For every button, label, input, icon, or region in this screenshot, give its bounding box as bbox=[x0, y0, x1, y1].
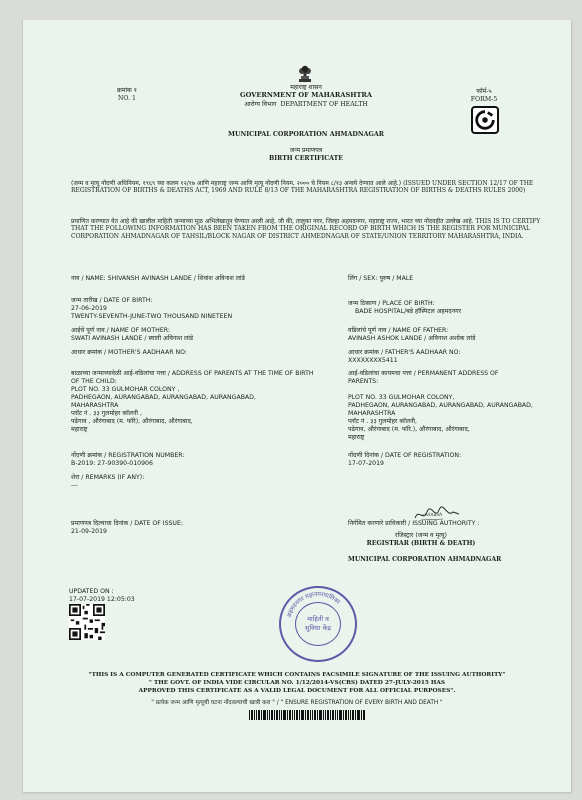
footer-line-3: APPROVED THIS CERTIFICATE AS A VALID LEGAL DOCUMENT FOR ALL OFFICIAL PURPOSES". bbox=[138, 688, 456, 694]
certify-en: THIS IS TO CERTIFY THAT THE FOLLOWING INFORMATION HAS BEEN TAKEN FROM THE ORIGINAL RECORD OF BIRTH WHICH IS THE REGISTER FOR MUNICIPAL CORPORATION AHMADNAGAR OF TAHSIL/BLOCK NAGAR OF DISTRICT AHMEDNAGAR OF STATE/UNION TERRITORY MAHARASHTRA, INDIA. bbox=[71, 218, 541, 240]
birth-address-label: बाळाच्या जन्माच्यावेळी आई-वडिलांचा पत्ता / ADDRESS OF PARENTS AT THE TIME OF BIRTH bbox=[71, 370, 314, 377]
seal-center-2: सुविधा केंद्र bbox=[305, 624, 331, 632]
issue-date-value: 21-09-2019 bbox=[71, 528, 107, 535]
birth-address-line-3: MAHARASHTRA bbox=[71, 402, 119, 409]
number-label: NO. 1 bbox=[118, 95, 136, 102]
corp-footer-label: MUNICIPAL CORPORATION AHMADNAGAR bbox=[348, 556, 502, 563]
dept-label bbox=[219, 101, 393, 109]
corp-label: MUNICIPAL CORPORATION AHMADNAGAR bbox=[228, 131, 384, 138]
updated-value: 17-07-2019 12:05:03 bbox=[69, 596, 135, 603]
perm-address-line-4: प्लॉट नं . ३३ गुलमोहर कॉलनी, bbox=[348, 418, 417, 425]
mother-value: SWATI AVINASH LANDE / स्वाती अविनाश लांडे bbox=[71, 335, 194, 342]
updated-label: UPDATED ON : bbox=[69, 588, 114, 595]
registrar-label: REGISTRAR (BIRTH & DEATH) bbox=[366, 540, 476, 547]
birth-address-label-2: OF THE CHILD: bbox=[71, 378, 117, 385]
perm-address-line-5: पढेगाव, औरंगाबाद (म. फॉरे.), औरंगाबाद, औरंगाबाद, bbox=[348, 426, 470, 433]
footer-line-2: " THE GOVT. OF INDIA VIDE CIRCULAR NO. 1/12/2014-VS(CRS) DATED 27-JULY-2015 HAS bbox=[148, 680, 446, 686]
barcode-icon bbox=[249, 710, 365, 720]
birth-address-line-1: PLOT NO. 33 GULMOHAR COLONY , bbox=[71, 386, 180, 393]
office-seal-icon bbox=[279, 586, 357, 662]
father-label: वडिलांचे पूर्ण नाव / NAME OF FATHER: bbox=[348, 327, 449, 334]
mother-label: आईचे पूर्ण नाव / NAME OF MOTHER: bbox=[71, 327, 170, 334]
ashoka-emblem-icon bbox=[296, 62, 314, 84]
intro-text bbox=[71, 180, 547, 195]
sex-label: लिंग / SEX: bbox=[348, 275, 378, 282]
intro-en-1: (ISSUED UNDER SECTION 12/17 OF THE REGISTRATION OF BIRTHS & DEATHS ACT, 1969 AND RULE 8/13 OF THE MAHARASHTRA REGISTRATION OF BIRTHS & DEATHS RULES 2000) bbox=[71, 180, 534, 195]
footer-line-1: "THIS IS A COMPUTER GENERATED CERTIFICATE WHICH CONTAINS FACSIMILE SIGNATURE OF THE ISSUING AUTHORITY" bbox=[88, 672, 506, 678]
cert-title: BIRTH CERTIFICATE bbox=[269, 155, 343, 162]
dept-label-dev: आरोग्य विभाग bbox=[244, 101, 277, 108]
sex-value: पुरुष / MALE bbox=[379, 275, 414, 282]
form-label: FORM-5 bbox=[470, 96, 498, 103]
certificate-sheet bbox=[22, 20, 571, 792]
father-aadhaar-label: आधार क्रमांक / FATHER'S AADHAAR NO: bbox=[348, 349, 461, 356]
birth-address-line-6: महाराष्ट्र bbox=[71, 426, 88, 433]
father-value: AVINASH ASHOK LANDE / अविनाश अशोक लांडे bbox=[348, 335, 476, 342]
certify-dev: प्रमाणित करण्यात येत आहे की खालील माहिती जन्माच्या मूळ अभिलेखातून घेण्यात आली आहे, जी की, तालुका नगर, जिल्हा अहमदनगर, महाराष्ट्र राज्य, भारत च्या नोंदवहीत उल्लेख आहे. bbox=[71, 218, 474, 225]
perm-address-line-1: PLOT NO. 33 GULMOHAR COLONY, bbox=[348, 394, 455, 401]
dob-words: TWENTY-SEVENTH-JUNE-TWO THOUSAND NINETEEN bbox=[71, 313, 233, 320]
pob-value: BADE HOSPITAL/बडे हॉस्पिटल अहमदनगर bbox=[355, 308, 462, 315]
birth-address-line-4: प्लॉट नं . ३३ गुलमोहर कॉलनी , bbox=[71, 410, 142, 417]
father-aadhaar-value: XXXXXXXX5411 bbox=[348, 357, 398, 364]
seal-center-1: माहिती व bbox=[307, 615, 329, 623]
remarks-label: शेरा / REMARKS (IF ANY): bbox=[71, 474, 145, 481]
perm-address-line-2: PADHEGAON, AURANGABAD, AURANGABAD, AURANGABAD, bbox=[348, 402, 533, 409]
name-value: SHIVANSH AVINASH LANDE / शिवांश अविनाश लांडे bbox=[107, 275, 245, 282]
seal-ring-text: अहमदनगर महानगरपालिका bbox=[285, 590, 342, 619]
registrar-label-dev: रजिस्ट्रार (जन्म व मृत्यू) bbox=[395, 532, 447, 539]
authority-label: निर्गमित करणारे प्राधिकारी / ISSUING AUTHORITY : bbox=[348, 520, 480, 527]
intro-dev-1: (जन्म व मृत्यू नोंदणी अधिनियम, १९६९ च्या कलम १२/१७ आणि महाराष्ट्र जन्म आणि मृत्यू नोंदणी नियम, २००० चे नियम ८/१३ अन्वये देण्यात आले आहे.) bbox=[71, 180, 402, 187]
perm-address-label: आई-वडिलांचा कायमचा पत्ता / PERMANENT ADDRESS OF bbox=[348, 370, 499, 377]
reg-date-label: नोंदणी दिनांक / DATE OF REGISTRATION: bbox=[348, 452, 462, 459]
name-label: नाव / NAME: bbox=[71, 275, 106, 282]
dept-label-en: DEPARTMENT OF HEALTH bbox=[280, 101, 368, 108]
mother-aadhaar-label: आधार क्रमांक / MOTHER'S AADHAAR NO: bbox=[71, 349, 187, 356]
name-row bbox=[71, 275, 245, 283]
sex-row bbox=[348, 275, 413, 283]
pob-label: जन्म ठिकाण / PLACE OF BIRTH: bbox=[348, 300, 435, 307]
issue-date-label: प्रमाणपत्र दिल्याचा दिनांक / DATE OF ISSUE: bbox=[71, 520, 183, 527]
perm-address-line-3: MAHARASHTRA bbox=[348, 410, 396, 417]
dob-value: 27-06-2019 bbox=[71, 305, 107, 312]
cert-title-dev: जन्म प्रमाणपत्र bbox=[289, 147, 323, 154]
birth-address-line-5: पढेगाव , औरंगाबाद (म. फॉरे), औरंगाबाद, औरंगाबाद, bbox=[71, 418, 193, 425]
reg-number-value: B-2019: 27-90390-010906 bbox=[71, 460, 153, 467]
form-label-dev: फॉर्म-५ bbox=[476, 88, 492, 95]
perm-address-label-2: PARENTS: bbox=[348, 378, 379, 385]
number-label-dev: क्रमांक १ bbox=[117, 87, 137, 94]
family-planning-logo-icon bbox=[471, 106, 499, 134]
remarks-value: --- bbox=[71, 482, 78, 489]
dob-label: जन्म तारीख / DATE OF BIRTH: bbox=[71, 297, 153, 304]
signature-text: avinash bbox=[423, 512, 443, 518]
qr-code-icon bbox=[69, 604, 105, 640]
reg-number-label: नोंदणी क्रमांक / REGISTRATION NUMBER: bbox=[71, 452, 185, 459]
gov-label-dev: महाराष्ट्र शासन bbox=[290, 84, 322, 91]
birth-address-line-2: PADHEGAON, AURANGABAD, AURANGABAD, AURANGABAD, bbox=[71, 394, 256, 401]
perm-address-line-6: महाराष्ट्र bbox=[348, 434, 365, 441]
footer-line-4: " प्रत्येक जन्म आणि मृत्यूची घटना नोंदवल्याची खात्री करा " / " ENSURE REGISTRATION OF EVERY BIRTH AND DEATH " bbox=[151, 700, 443, 706]
gov-label: GOVERNMENT OF MAHARASHTRA bbox=[239, 91, 373, 99]
reg-date-value: 17-07-2019 bbox=[348, 460, 384, 467]
certify-text bbox=[71, 218, 547, 240]
